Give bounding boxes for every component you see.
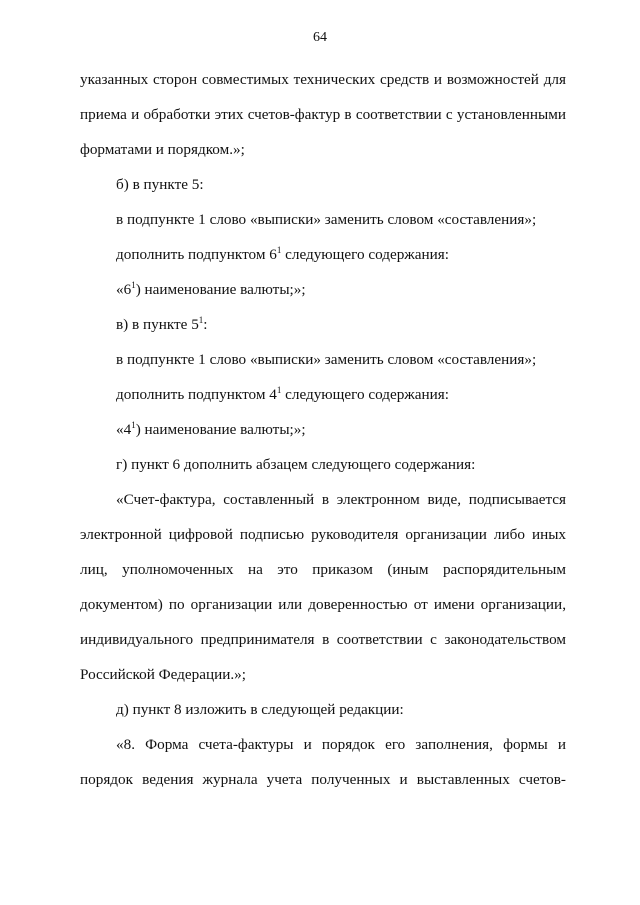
superscript: 1 bbox=[131, 420, 136, 430]
text-fragment: «4 bbox=[116, 421, 132, 438]
text-line bbox=[116, 420, 566, 440]
superscript: 1 bbox=[276, 385, 282, 395]
text-fragment: ) наименование валюты;»; bbox=[135, 281, 306, 298]
text-fragment: ) наименование валюты;»; bbox=[135, 421, 306, 438]
text-line: д) пункт 8 изложить в следующей редакции: bbox=[116, 701, 404, 718]
text-fragment: «6 bbox=[116, 281, 132, 298]
page-number: 64 bbox=[313, 30, 327, 45]
text-line bbox=[116, 315, 566, 335]
text-fragment: дополнить подпунктом 6 bbox=[116, 246, 277, 263]
text-line: форматами и порядком.»; bbox=[80, 141, 245, 158]
text-line: документом) по организации или доверенностью от имени организации, bbox=[80, 596, 566, 613]
text-line: «8. Форма счета-фактуры и порядок его заполнения, формы и bbox=[116, 736, 566, 753]
text-line: индивидуального предпринимателя в соответствии с законодательством bbox=[80, 631, 566, 648]
text-line: порядок ведения журнала учета полученных и выставленных счетов- bbox=[80, 771, 566, 788]
text-line: в подпункте 1 слово «выписки» заменить словом «составления»; bbox=[116, 211, 537, 228]
text-fragment: дополнить подпунктом 4 bbox=[116, 386, 277, 403]
text-line: б) в пункте 5: bbox=[116, 176, 204, 193]
text-fragment: следующего содержания: bbox=[281, 386, 449, 403]
text-fragment: следующего содержания: bbox=[281, 246, 449, 263]
text-line: указанных сторон совместимых технических средств и возможностей для bbox=[80, 71, 566, 88]
text-line: лиц, уполномоченных на это приказом (иным распорядительным bbox=[80, 561, 566, 578]
text-fragment: в) в пункте 5 bbox=[116, 316, 199, 333]
text-line bbox=[116, 280, 566, 300]
text-fragment: : bbox=[203, 316, 208, 333]
superscript: 1 bbox=[131, 280, 136, 290]
text-line: «Счет-фактура, составленный в электронном виде, подписывается bbox=[116, 491, 566, 508]
text-line bbox=[116, 385, 566, 405]
superscript: 1 bbox=[276, 245, 282, 255]
text-line: Российской Федерации.»; bbox=[80, 666, 246, 683]
text-line: электронной цифровой подписью руководителя организации либо иных bbox=[80, 526, 566, 543]
text-line: г) пункт 6 дополнить абзацем следующего содержания: bbox=[116, 456, 476, 473]
text-line: приема и обработки этих счетов-фактур в соответствии с установленными bbox=[80, 106, 566, 123]
superscript: 1 bbox=[198, 315, 204, 325]
text-line: в подпункте 1 слово «выписки» заменить словом «составления»; bbox=[116, 351, 537, 368]
text-line bbox=[116, 245, 566, 265]
